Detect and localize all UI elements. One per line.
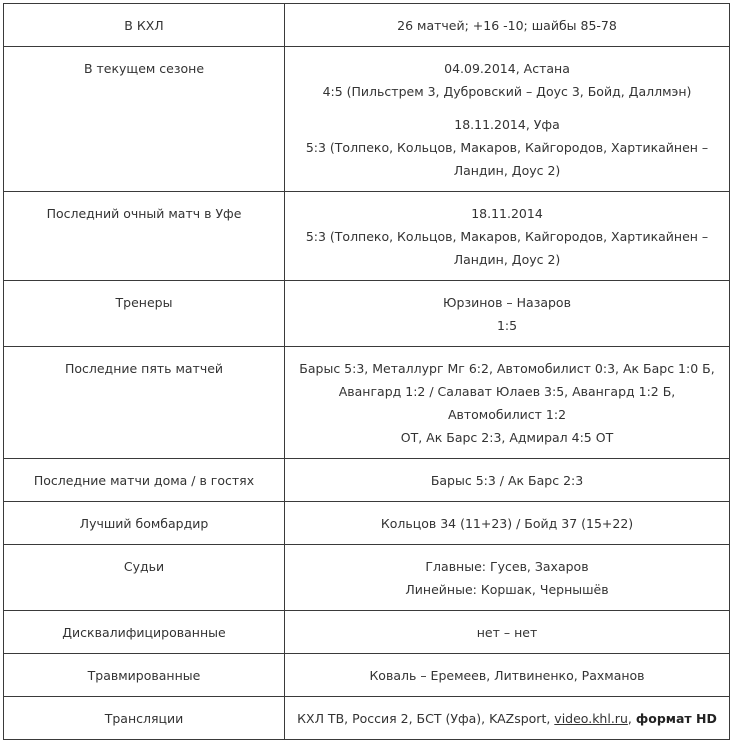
value-line: 04.09.2014, Астана bbox=[444, 61, 570, 76]
value-line: 5:3 (Толпеко, Кольцов, Макаров, Кайгородов, Хартикайнен – bbox=[305, 229, 709, 244]
value-line: 18.11.2014 bbox=[471, 206, 543, 221]
row-value bbox=[285, 281, 730, 347]
value-line: 18.11.2014, Уфа bbox=[454, 117, 560, 132]
value-line: Кольцов 34 (11+23) / Бойд 37 (15+22) bbox=[380, 516, 634, 531]
row-label: В текущем сезоне bbox=[4, 47, 285, 192]
value-line: Барыс 5:3, Металлург Мг 6:2, Автомобилист 0:3, Ак Барс 1:0 Б, bbox=[299, 361, 715, 376]
row-value bbox=[285, 545, 730, 611]
table-row bbox=[4, 47, 730, 192]
value-line: Главные: Гусев, Захаров bbox=[425, 559, 589, 574]
row-value bbox=[285, 502, 730, 545]
table-row bbox=[4, 281, 730, 347]
match-stats-table bbox=[3, 3, 730, 740]
value-line: 1:5 bbox=[496, 318, 518, 333]
table-row bbox=[4, 347, 730, 459]
table-row bbox=[4, 459, 730, 502]
value-line: Ландин, Доус 2) bbox=[453, 163, 561, 178]
table-row bbox=[4, 697, 730, 740]
row-label: Последний очный матч в Уфе bbox=[4, 192, 285, 281]
match-paragraph bbox=[293, 57, 721, 103]
table-row bbox=[4, 654, 730, 697]
value-line: Ландин, Доус 2) bbox=[453, 252, 561, 267]
khl-video-link[interactable]: video.khl.ru bbox=[554, 711, 628, 726]
value-line: Авангард 1:2 / Салават Юлаев 3:5, Авангард 1:2 Б, Автомобилист 1:2 bbox=[338, 384, 676, 422]
row-value bbox=[285, 192, 730, 281]
value-line: 26 матчей; +16 -10; шайбы 85-78 bbox=[397, 18, 617, 33]
table-row bbox=[4, 611, 730, 654]
broadcast-channels: КХЛ ТВ, Россия 2, БСТ (Уфа), KAZsport, bbox=[297, 711, 555, 726]
row-label: Судьи bbox=[4, 545, 285, 611]
row-label: Тренеры bbox=[4, 281, 285, 347]
row-value bbox=[285, 347, 730, 459]
row-label: Трансляции bbox=[4, 697, 285, 740]
value-line: Юрзинов – Назаров bbox=[443, 295, 571, 310]
separator: , bbox=[627, 711, 636, 726]
table-row bbox=[4, 4, 730, 47]
row-value bbox=[285, 611, 730, 654]
row-value bbox=[285, 4, 730, 47]
row-label: Лучший бомбардир bbox=[4, 502, 285, 545]
table-row bbox=[4, 192, 730, 281]
value-line: Барыс 5:3 / Ак Барс 2:3 bbox=[430, 473, 584, 488]
row-label: В КХЛ bbox=[4, 4, 285, 47]
value-line: Коваль – Еремеев, Литвиненко, Рахманов bbox=[369, 668, 645, 683]
value-line: ОТ, Ак Барс 2:3, Адмирал 4:5 ОТ bbox=[400, 430, 614, 445]
row-label: Последние пять матчей bbox=[4, 347, 285, 459]
row-label: Последние матчи дома / в гостях bbox=[4, 459, 285, 502]
table-row bbox=[4, 502, 730, 545]
row-label: Дисквалифицированные bbox=[4, 611, 285, 654]
row-value bbox=[285, 47, 730, 192]
row-value bbox=[285, 654, 730, 697]
value-line: 4:5 (Пильстрем 3, Дубровский – Доус 3, Бойд, Даллмэн) bbox=[322, 84, 692, 99]
row-value bbox=[285, 459, 730, 502]
value-line: нет – нет bbox=[476, 625, 538, 640]
value-line: 5:3 (Толпеко, Кольцов, Макаров, Кайгородов, Хартикайнен – bbox=[305, 140, 709, 155]
value-line: Линейные: Коршак, Чернышёв bbox=[405, 582, 609, 597]
row-label: Травмированные bbox=[4, 654, 285, 697]
match-paragraph bbox=[293, 113, 721, 182]
row-value bbox=[285, 697, 730, 740]
hd-format-label: формат HD bbox=[635, 711, 717, 726]
table-row bbox=[4, 545, 730, 611]
